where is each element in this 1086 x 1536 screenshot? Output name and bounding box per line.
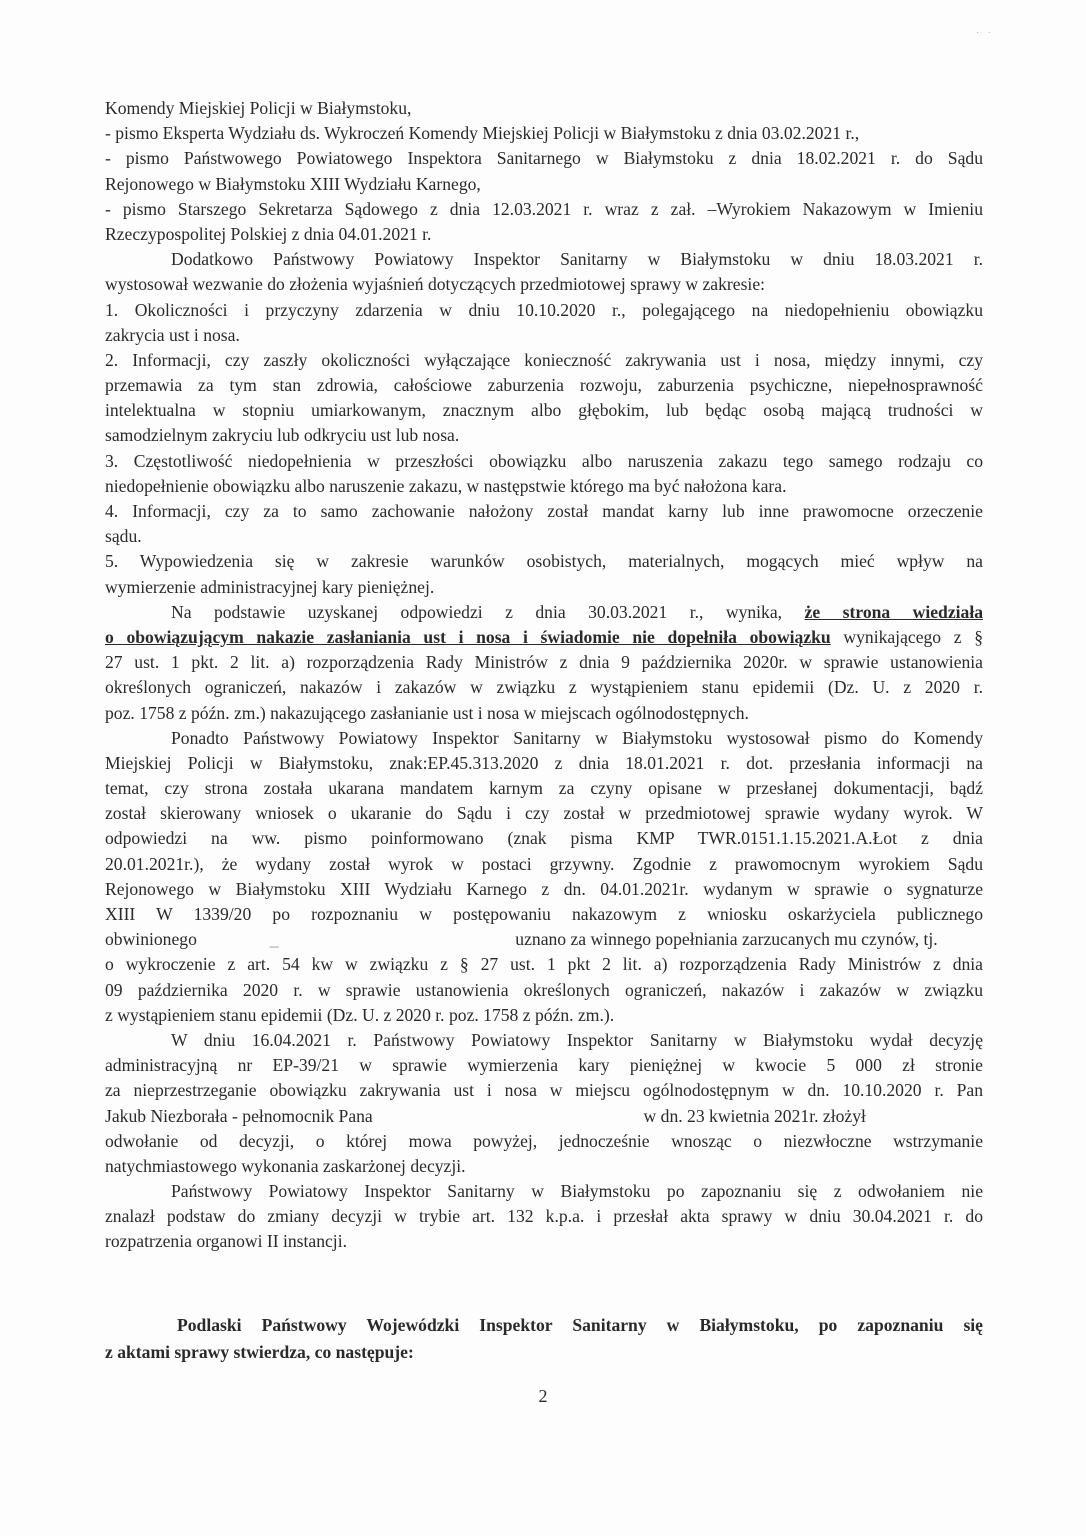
text-line: intelektualna w stopniu umiarkowanym, znacznym albo głębokim, lub będąc osobą mającą trudności w xyxy=(105,400,983,421)
text-line: - pismo Eksperta Wydziału ds. Wykroczeń Komendy Miejskiej Policji w Białymstoku z dnia 03.02.2021 r., xyxy=(105,123,860,144)
text-line: niedopełnienie obowiązku albo naruszenie zakazu, w następstwie którego ma być nałożona kara. xyxy=(105,475,787,496)
text-line: natychmiastowego wykonania zaskarżonej decyzji. xyxy=(105,1155,466,1176)
text-line: wymierzenie administracyjnej kary pieniężnej. xyxy=(105,576,435,597)
attorney-text: Jakub Niezborała - pełnomocnik Pana xyxy=(105,1105,373,1126)
text-line: poz. 1758 z późn. zm.) nakazującego zasłanianie ust i nosa w miejscach ogólnodostępnych. xyxy=(105,702,749,723)
text-line: administracyjną nr EP-39/21 w sprawie wymierzenia kary pieniężnej w kwocie 5 000 zł stronie xyxy=(105,1055,983,1076)
text-line: Rejonowego w Białymstoku XIII Wydziału Karnego, xyxy=(105,173,481,194)
document-body xyxy=(105,96,983,1255)
redacted-line xyxy=(105,927,983,952)
text-line: 4. Informacji, czy za to samo zachowanie nałożony został mandat karny lub inne prawomocne orzeczenie xyxy=(105,501,983,521)
text-line: został skierowany wniosek o ukaranie do Sądu i czy został w przedmiotowej sprawie wydany wyrok. W xyxy=(105,803,983,824)
finding-text-2: wynikającego z § xyxy=(843,626,983,647)
verdict-text: uznano za winnego popełniania zarzucanych mu czynów, tj. xyxy=(515,929,938,950)
text-line: Komendy Miejskiej Policji w Białymstoku, xyxy=(105,98,412,118)
text-line: rozpatrzenia organowi II instancji. xyxy=(105,1231,347,1252)
appeal-paragraph xyxy=(105,1129,983,1255)
text-line: W dniu 16.04.2021 r. Państwowy Powiatowy Inspektor Sanitarny w Białymstoku wydał decyzję xyxy=(171,1029,983,1050)
text-line: Ponadto Państwowy Powiatowy Inspektor Sanitarny w Białymstoku wystosował pismo do Komendy xyxy=(171,727,983,748)
text-line: za nieprzestrzeganie obowiązku zakrywania ust i nosa w miejscu ogólnodostępnym w dn. 10.10.2020 r. Pan xyxy=(105,1080,983,1101)
text-line: znalazł podstaw do zmiany decyzji w trybie art. 132 k.p.a. i przesłał akta sprawy w dniu 30.04.2021 r. do xyxy=(105,1206,983,1227)
decision-paragraph xyxy=(105,952,983,1103)
text-line: Rejonowego w Białymstoku XIII Wydziału Karnego z dn. 04.01.2021r. wydanym w sprawie o sygnaturze xyxy=(105,878,983,899)
finding-line xyxy=(105,600,983,625)
text-line: 20.01.2021r.), że wydany został wyrok w postaci grzywny. Zgodnie z prawomocnym wyrokiem Sądu xyxy=(105,853,983,874)
scan-mark: · · xyxy=(975,28,994,39)
text-line: 2. Informacji, czy zaszły okoliczności wyłączające konieczność zakrywania ust i nosa, między innymi, czy xyxy=(105,349,983,370)
accused-label: obwinionego xyxy=(105,929,197,950)
text-line: określonych ograniczeń, nakazów i zakazów w związku z wystąpieniem stanu epidemii (Dz. U. z 2020 r. xyxy=(105,677,983,698)
text-line: przemawia za tym stan zdrowia, całościowe zaburzenia rozwoju, zaburzenia psychiczne, niepełnosprawność xyxy=(105,375,983,396)
text-line: zakrycia ust i nosa. xyxy=(105,324,240,345)
finding-bold-text: że strona wiedziała xyxy=(804,601,983,622)
finding-text: Na podstawie uzyskanej odpowiedzi z dnia 30.03.2021 r., wynika, xyxy=(171,601,783,622)
text-line: sądu. xyxy=(105,526,142,547)
text-line: XIII W 1339/20 po rozpoznaniu w postępowaniu nakazowym z wniosku oskarżyciela publicznego xyxy=(105,904,983,924)
text-line: wystosował wezwanie do złożenia wyjaśnień dotyczących przedmiotowej sprawy w zakresie: xyxy=(105,274,766,295)
police-inquiry-paragraph xyxy=(105,650,983,927)
closing-line-1: Podlaski Państwowy Wojewódzki Inspektor Sanitarny w Białymstoku, po zapoznaniu się xyxy=(177,1315,983,1335)
closing-line-2: z aktami sprawy stwierdza, co następuje: xyxy=(105,1342,414,1362)
text-line: - pismo Starszego Sekretarza Sądowego z dnia 12.03.2021 r. wraz z zał. –Wyrokiem Nakazowym w Imieniu xyxy=(105,198,983,219)
appeal-date-text: w dn. 23 kwietnia 2021r. złożył xyxy=(643,1105,866,1126)
text-line: o wykroczenie z art. 54 kw w związku z § 27 ust. 1 pkt 2 lit. a) rozporządzenia Rady Ministrów z dnia xyxy=(105,954,983,975)
text-line: 3. Częstotliwość niedopełnienia w przeszłości obowiązku albo naruszenia zakazu tego samego rodzaju co xyxy=(105,450,983,471)
text-line: Dodatkowo Państwowy Powiatowy Inspektor Sanitarny w Białymstoku w dniu 18.03.2021 r. xyxy=(171,249,983,270)
finding-bold-text-2: o obowiązującym nakazie zasłaniania ust i nosa i świadomie nie dopełniła obowiązku xyxy=(105,626,831,647)
text-line: odpowiedzi na ww. pismo poinformowano (znak pisma KMP TWR.0151.1.15.2021.A.Łot z dnia xyxy=(105,828,983,849)
text-line: temat, czy strona została ukarana mandatem karnym za czyny opisane w przesłanej dokumentacji, bądź xyxy=(105,778,983,799)
page-number: 2 xyxy=(538,1386,548,1406)
closing-statement xyxy=(105,1312,983,1366)
text-line: Państwowy Powiatowy Inspektor Sanitarny w Białymstoku po zapoznaniu się z odwołaniem nie xyxy=(171,1181,983,1202)
text-line: 1. Okoliczności i przyczyny zdarzenia w dniu 10.10.2020 r., polegającego na niedopełnieniu obowiązku xyxy=(105,299,983,320)
redaction-mark: _ xyxy=(269,929,279,950)
text-line: samodzielnym zakryciu lub odkryciu ust lub nosa. xyxy=(105,425,460,446)
evidence-list xyxy=(105,96,983,600)
text-line: z wystąpieniem stanu epidemii (Dz. U. z 2020 r. poz. 1758 z późn. zm.). xyxy=(105,1004,615,1025)
text-line: 27 ust. 1 pkt. 2 lit. a) rozporządzenia Rady Ministrów z dnia 9 października 2020r. w sprawie ustanowienia xyxy=(105,652,983,673)
text-line: Rzeczypospolitej Polskiej z dnia 04.01.2021 r. xyxy=(105,223,432,244)
redacted-line-2 xyxy=(105,1104,983,1129)
finding-line-2 xyxy=(105,625,983,650)
text-line: odwołanie od decyzji, o której mowa powyżej, jednocześnie wnosząc o niezwłoczne wstrzymanie xyxy=(105,1130,983,1151)
text-line: 5. Wypowiedzenia się w zakresie warunków osobistych, materialnych, mogących mieć wpływ na xyxy=(105,551,983,572)
text-line: - pismo Państwowego Powiatowego Inspektora Sanitarnego w Białymstoku z dnia 18.02.2021 r. do Sądu xyxy=(105,148,983,169)
text-line: 09 października 2020 r. w sprawie ustanowienia określonych ograniczeń, nakazów i zakazów w związku xyxy=(105,979,983,1000)
text-line: Miejskiej Policji w Białymstoku, znak:EP.45.313.2020 z dnia 18.01.2021 r. dot. przesłania informacji na xyxy=(105,752,983,773)
